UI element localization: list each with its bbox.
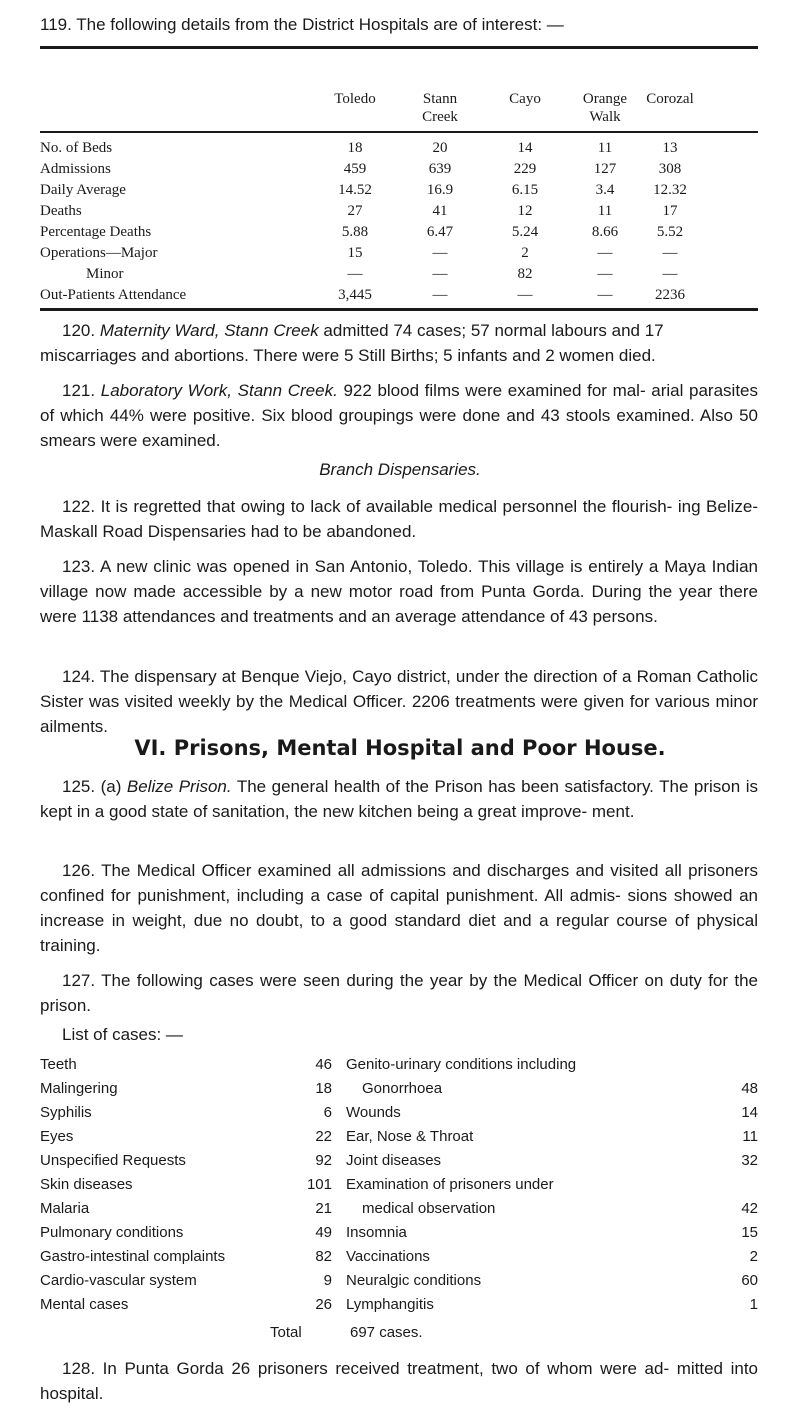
intro-text: 119. The following details from the District Hospitals are of interest: — [40,15,564,34]
table-cell: 11 [597,203,613,219]
paragraph-120: 120. Maternity Ward, Stann Creek admitted 74 cases; 57 normal labours and 17 miscarriages and abortions. There were 5 Still Births; 5 infants and 2 women died. [40,321,664,365]
case-count: 32 [741,1152,758,1169]
col-head-cayo: Cayo [509,91,541,107]
case-count: 101 [306,1176,332,1193]
case-name: Genito-urinary conditions including [346,1056,577,1073]
cases-total-label: Total [270,1324,302,1341]
table-cell: 16.9 [426,182,454,198]
case-count: 2 [749,1248,758,1265]
table-cell: — [597,287,613,303]
paragraph-123: 123. A new clinic was opened in San Antonio, Toledo. This village is entirely a Maya Indian village now made accessible by a new motor road from Punta Gorda. During the year there were 1138 attendances and treatments and an average attendance of 43 persons. [40,557,758,626]
table-cell: 82 [517,266,533,282]
case-count: 14 [741,1104,758,1121]
table-row-label: Percentage Deaths [40,224,152,240]
paragraph-122: 122. It is regretted that owing to lack of available medical personnel the flourish- ing Belize-Maskall Road Dispensaries had to be abandoned. [40,497,758,541]
table-cell: 3,445 [338,287,372,303]
case-name: Eyes [40,1128,74,1145]
table-cell: 6.47 [426,224,454,240]
branch-dispensaries-heading: Branch Dispensaries. [319,460,481,479]
case-name: medical observation [362,1200,496,1217]
paragraph-121: 121. Laboratory Work, Stann Creek. 922 blood films were examined for mal- arial parasites of which 44% were positive. Six blood groupings were done and 43 stools examined. Also 50 smears were examined. [40,381,759,450]
paragraph-125: 125. (a) Belize Prison. The general health of the Prison has been satisfactory. The prison is kept in a good state of sanitation, the new kitchen being a great improve- ment. [40,777,759,821]
table-cell: 127 [593,161,617,177]
col-head-toledo: Toledo [334,91,376,107]
paragraph-127: 127. The following cases were seen during the year by the Medical Officer on duty for the prison. [40,971,758,1015]
table-cell: 2236 [655,287,685,303]
col-head-orange-walk: Orange Walk [582,91,628,125]
table-cell: — [662,245,678,261]
case-name: Ear, Nose & Throat [346,1128,474,1145]
table-cell: 5.24 [511,224,539,240]
case-name: Wounds [346,1104,401,1121]
table-row-label: Daily Average [40,182,126,198]
list-of-cases-label: List of cases: — [62,1025,183,1044]
table-cell: 5.88 [341,224,369,240]
table-row-label: Out-Patients Attendance [40,287,187,303]
table-cell: — [597,245,613,261]
table-cell: 8.66 [591,224,619,240]
case-count: 46 [315,1056,332,1073]
case-count: 6 [323,1104,332,1121]
case-name: Unspecified Requests [40,1152,186,1169]
table-cell: — [597,266,613,282]
table-cell: 14 [517,140,533,156]
case-name: Lymphangitis [346,1296,434,1313]
section-heading: VI. Prisons, Mental Hospital and Poor House. [134,736,666,760]
table-cell: — [347,266,363,282]
table-cell: 20 [432,140,448,156]
case-name: Malingering [40,1080,118,1097]
table-cell: 14.52 [338,182,372,198]
case-name: Malaria [40,1200,90,1217]
case-name: Neuralgic conditions [346,1272,482,1289]
table-cell: 17 [662,203,678,219]
case-count: 15 [741,1224,758,1241]
table-cell: — [432,287,448,303]
case-count: 22 [315,1128,332,1145]
table-cell: 13 [662,140,678,156]
paragraph-128: 128. In Punta Gorda 26 prisoners received treatment, two of whom were ad- mitted into hospital. [40,1359,758,1403]
table-cell: 308 [658,161,682,177]
case-count: 48 [741,1080,758,1097]
table-top-rule [40,46,758,49]
table-cell: 5.52 [656,224,684,240]
case-count: 21 [315,1200,332,1217]
case-name: Mental cases [40,1296,129,1313]
case-count: 11 [742,1128,758,1145]
paragraph-126: 126. The Medical Officer examined all admissions and discharges and visited all prisoners confined for punishment, including a case of capital punishment. All admis- sions showed an increase in weight, due no doubt, to a good standard diet and a regular course of physical training. [40,861,758,955]
table-cell: 27 [347,203,363,219]
table-bottom-rule [40,308,758,311]
case-name: Joint diseases [346,1152,442,1169]
table-row-label: No. of Beds [40,140,113,156]
table-row-label: Deaths [40,203,82,219]
table-cell: 41 [432,203,448,219]
table-cell: — [662,266,678,282]
case-count: 26 [315,1296,332,1313]
case-count: 60 [741,1272,758,1289]
case-name: Cardio-vascular system [40,1272,197,1289]
table-cell: 15 [347,245,363,261]
case-name: Vaccinations [346,1248,430,1265]
table-row-label: Operations—Major [40,245,158,261]
paragraph-124: 124. The dispensary at Benque Viejo, Cayo district, under the direction of a Roman Catholic Sister was visited weekly by the Medical Officer. 2206 treatments were given for various minor ailments. [40,667,758,736]
table-row-label: Admissions [40,161,111,177]
case-name: Insomnia [346,1224,407,1241]
case-count: 18 [315,1080,332,1097]
case-count: 92 [315,1152,332,1169]
table-cell: 3.4 [595,182,615,198]
table-row-label: Minor [86,266,124,282]
case-name: Examination of prisoners under [346,1176,554,1193]
case-name: Gonorrhoea [362,1080,443,1097]
case-name: Teeth [40,1056,77,1073]
cases-total-value: 697 cases. [350,1324,423,1341]
table-cell: 11 [597,140,613,156]
col-head-stann-creek: Stann Creek [422,91,458,125]
table-cell: 639 [428,161,452,177]
table-header-rule [40,131,758,133]
table-cell: — [517,287,533,303]
case-count: 49 [315,1224,332,1241]
case-name: Pulmonary conditions [40,1224,184,1241]
table-cell: 2 [521,245,529,261]
table-cell: 12.32 [653,182,687,198]
case-count: 82 [315,1248,332,1265]
table-cell: 18 [347,140,363,156]
case-count: 42 [741,1200,758,1217]
case-name: Skin diseases [40,1176,133,1193]
table-cell: 6.15 [511,182,539,198]
table-cell: 459 [343,161,367,177]
case-name: Syphilis [40,1104,92,1121]
table-cell: — [432,245,448,261]
case-count: 9 [323,1272,332,1289]
table-cell: — [432,266,448,282]
col-head-corozal: Corozal [646,91,694,107]
case-count: 1 [749,1296,758,1313]
table-cell: 229 [513,161,537,177]
table-cell: 12 [517,203,533,219]
case-name: Gastro-intestinal complaints [40,1248,226,1265]
